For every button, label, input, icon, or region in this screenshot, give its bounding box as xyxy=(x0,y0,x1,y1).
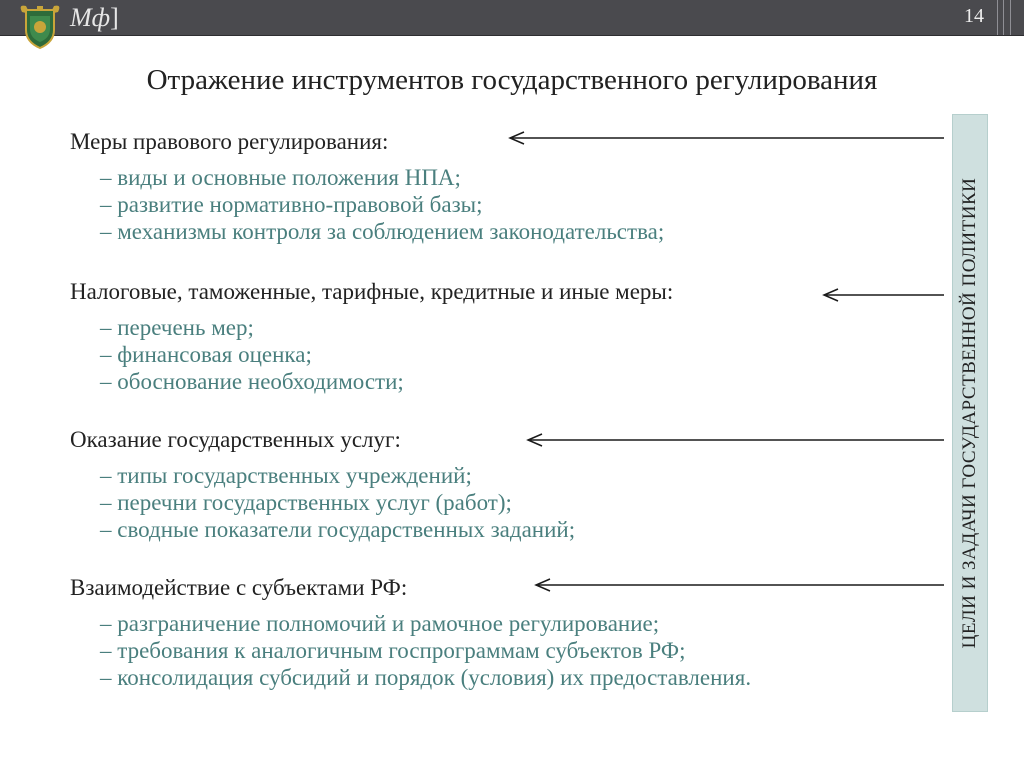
list-item: – перечни государственных услуг (работ); xyxy=(100,489,575,516)
section-regions xyxy=(70,574,751,691)
brand-logo-text xyxy=(70,3,119,33)
list-item: – сводные показатели государственных заданий; xyxy=(100,516,575,543)
list-item: – требования к аналогичным госпрограммам субъектов РФ; xyxy=(100,637,751,664)
list-item: – развитие нормативно-правовой базы; xyxy=(100,191,664,218)
section-heading: Взаимодействие с субъектами РФ: xyxy=(70,575,408,600)
list-item: – консолидация субсидий и порядок (условия) их предоставления. xyxy=(100,664,751,691)
page-number: 14 xyxy=(964,5,984,27)
goals-side-label: ЦЕЛИ И ЗАДАЧИ ГОСУДАРСТВЕННОЙ ПОЛИТИКИ xyxy=(959,177,980,649)
section-services xyxy=(70,426,575,543)
list-item: – виды и основные положения НПА; xyxy=(100,164,664,191)
list-item: – обоснование необходимости; xyxy=(100,368,673,395)
list-item: – механизмы контроля за соблюдением законодательства; xyxy=(100,218,664,245)
list-item: – типы государственных учреждений; xyxy=(100,462,575,489)
top-bar xyxy=(0,0,1024,36)
goals-side-box xyxy=(952,114,988,712)
brand-text: Мф xyxy=(70,3,111,32)
corner-decoration xyxy=(997,0,1024,35)
list-item: – разграничение полномочий и рамочное регулирование; xyxy=(100,610,751,637)
item-list xyxy=(100,610,751,691)
arrow-fiscal-head xyxy=(824,289,838,301)
slide-title: Отражение инструментов государственного регулирования xyxy=(146,64,878,96)
section-legal xyxy=(70,128,664,245)
section-heading: Оказание государственных услуг: xyxy=(70,427,401,452)
list-item: – финансовая оценка; xyxy=(100,341,673,368)
list-item: – перечень мер; xyxy=(100,314,673,341)
item-list xyxy=(100,314,673,395)
section-heading: Налоговые, таможенные, тарифные, кредитные и иные меры: xyxy=(70,279,674,304)
section-heading: Меры правового регулирования: xyxy=(70,129,389,154)
item-list xyxy=(100,462,575,543)
brand-tail: ] xyxy=(110,3,119,32)
item-list xyxy=(100,164,664,245)
emblem-icon xyxy=(16,2,64,50)
section-fiscal xyxy=(70,278,673,395)
